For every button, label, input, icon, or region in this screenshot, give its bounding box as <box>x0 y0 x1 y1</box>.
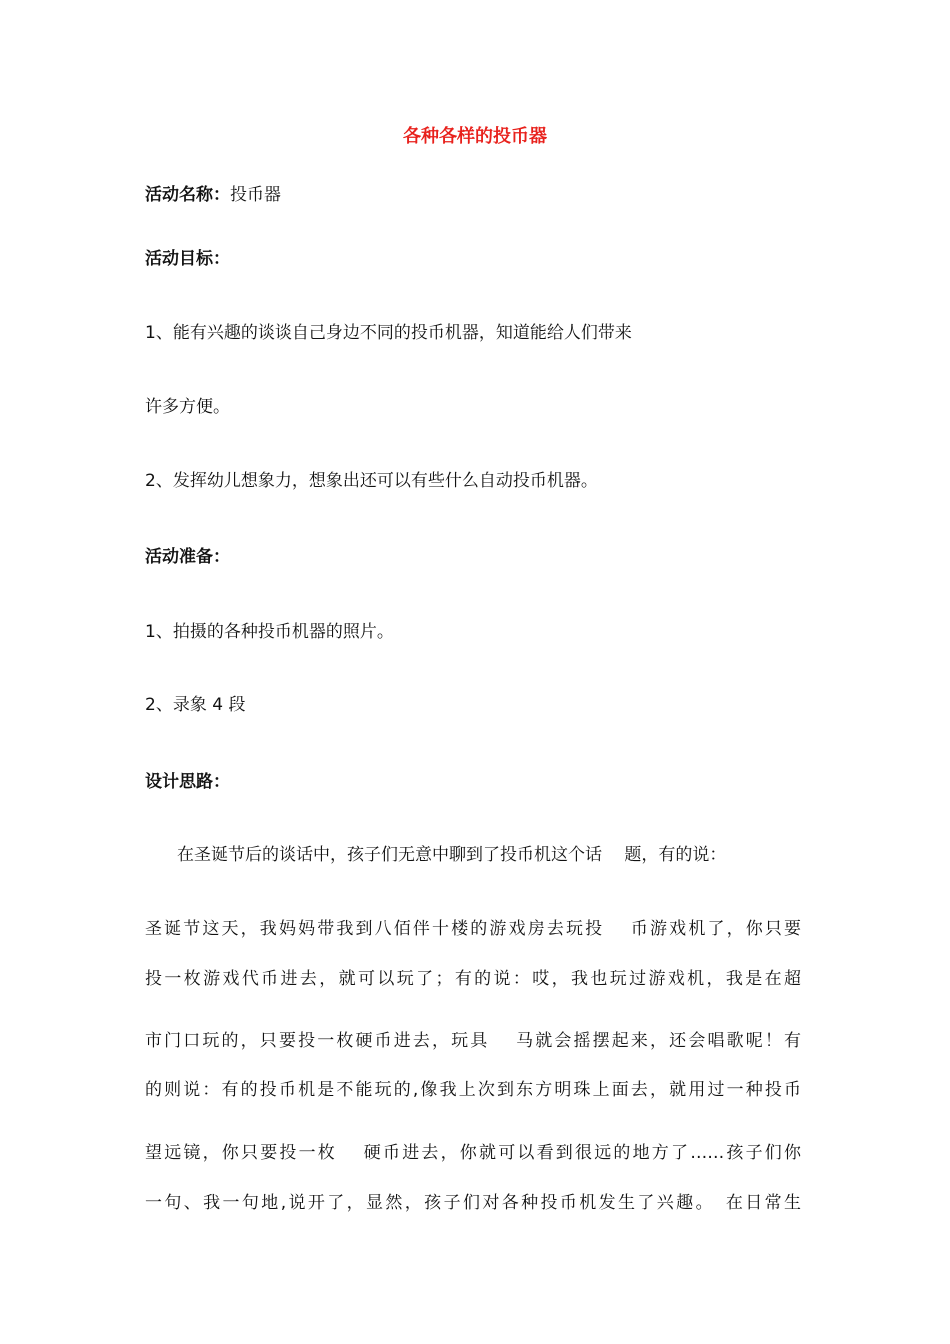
activity-name-value: 投币器 <box>230 185 281 205</box>
paragraph-line: 的则说：有的投币机是不能玩的,像我上次到东方明珠上面去，就用过一种投币 <box>145 1080 801 1100</box>
activity-name-line <box>145 183 281 207</box>
goals-heading: 活动目标： <box>145 249 230 269</box>
paragraph-line: 一句、我一句地,说开了，显然，孩子们对各种投币机发生了兴趣。 在日常生 <box>145 1193 801 1213</box>
goal-2: 2、发挥幼儿想象力，想象出还可以有些什么自动投币机器。 <box>145 471 598 491</box>
paragraph-line: 在圣诞节后的谈话中，孩子们无意中聊到了投币机这个话 题，有的说： <box>177 845 727 865</box>
paragraph-line: 市门口玩的，只要投一枚硬币进去，玩具 马就会摇摆起来，还会唱歌呢！有 <box>145 1031 801 1051</box>
paragraph-line: 圣诞节这天，我妈妈带我到八佰伴十楼的游戏房去玩投 币游戏机了，你只要 <box>145 919 801 939</box>
prep-heading: 活动准备： <box>145 547 230 567</box>
goal-1-line-b: 许多方便。 <box>145 397 230 417</box>
prep-item-2: 2、录象 4 段 <box>145 695 246 715</box>
activity-name-label: 活动名称： <box>145 185 230 205</box>
paragraph-line: 投一枚游戏代币进去，就可以玩了；有的说：哎，我也玩过游戏机，我是在超 <box>145 969 801 989</box>
goal-1-line-a: 1、能有兴趣的谈谈自己身边不同的投币机器，知道能给人们带来 <box>145 323 632 343</box>
design-heading: 设计思路： <box>145 772 230 792</box>
document-title: 各种各样的投币器 <box>403 126 547 147</box>
paragraph-line: 望远镜，你只要投一枚 硬币进去，你就可以看到很远的地方了……孩子们你 <box>145 1143 801 1163</box>
prep-item-1: 1、拍摄的各种投币机器的照片。 <box>145 622 394 642</box>
